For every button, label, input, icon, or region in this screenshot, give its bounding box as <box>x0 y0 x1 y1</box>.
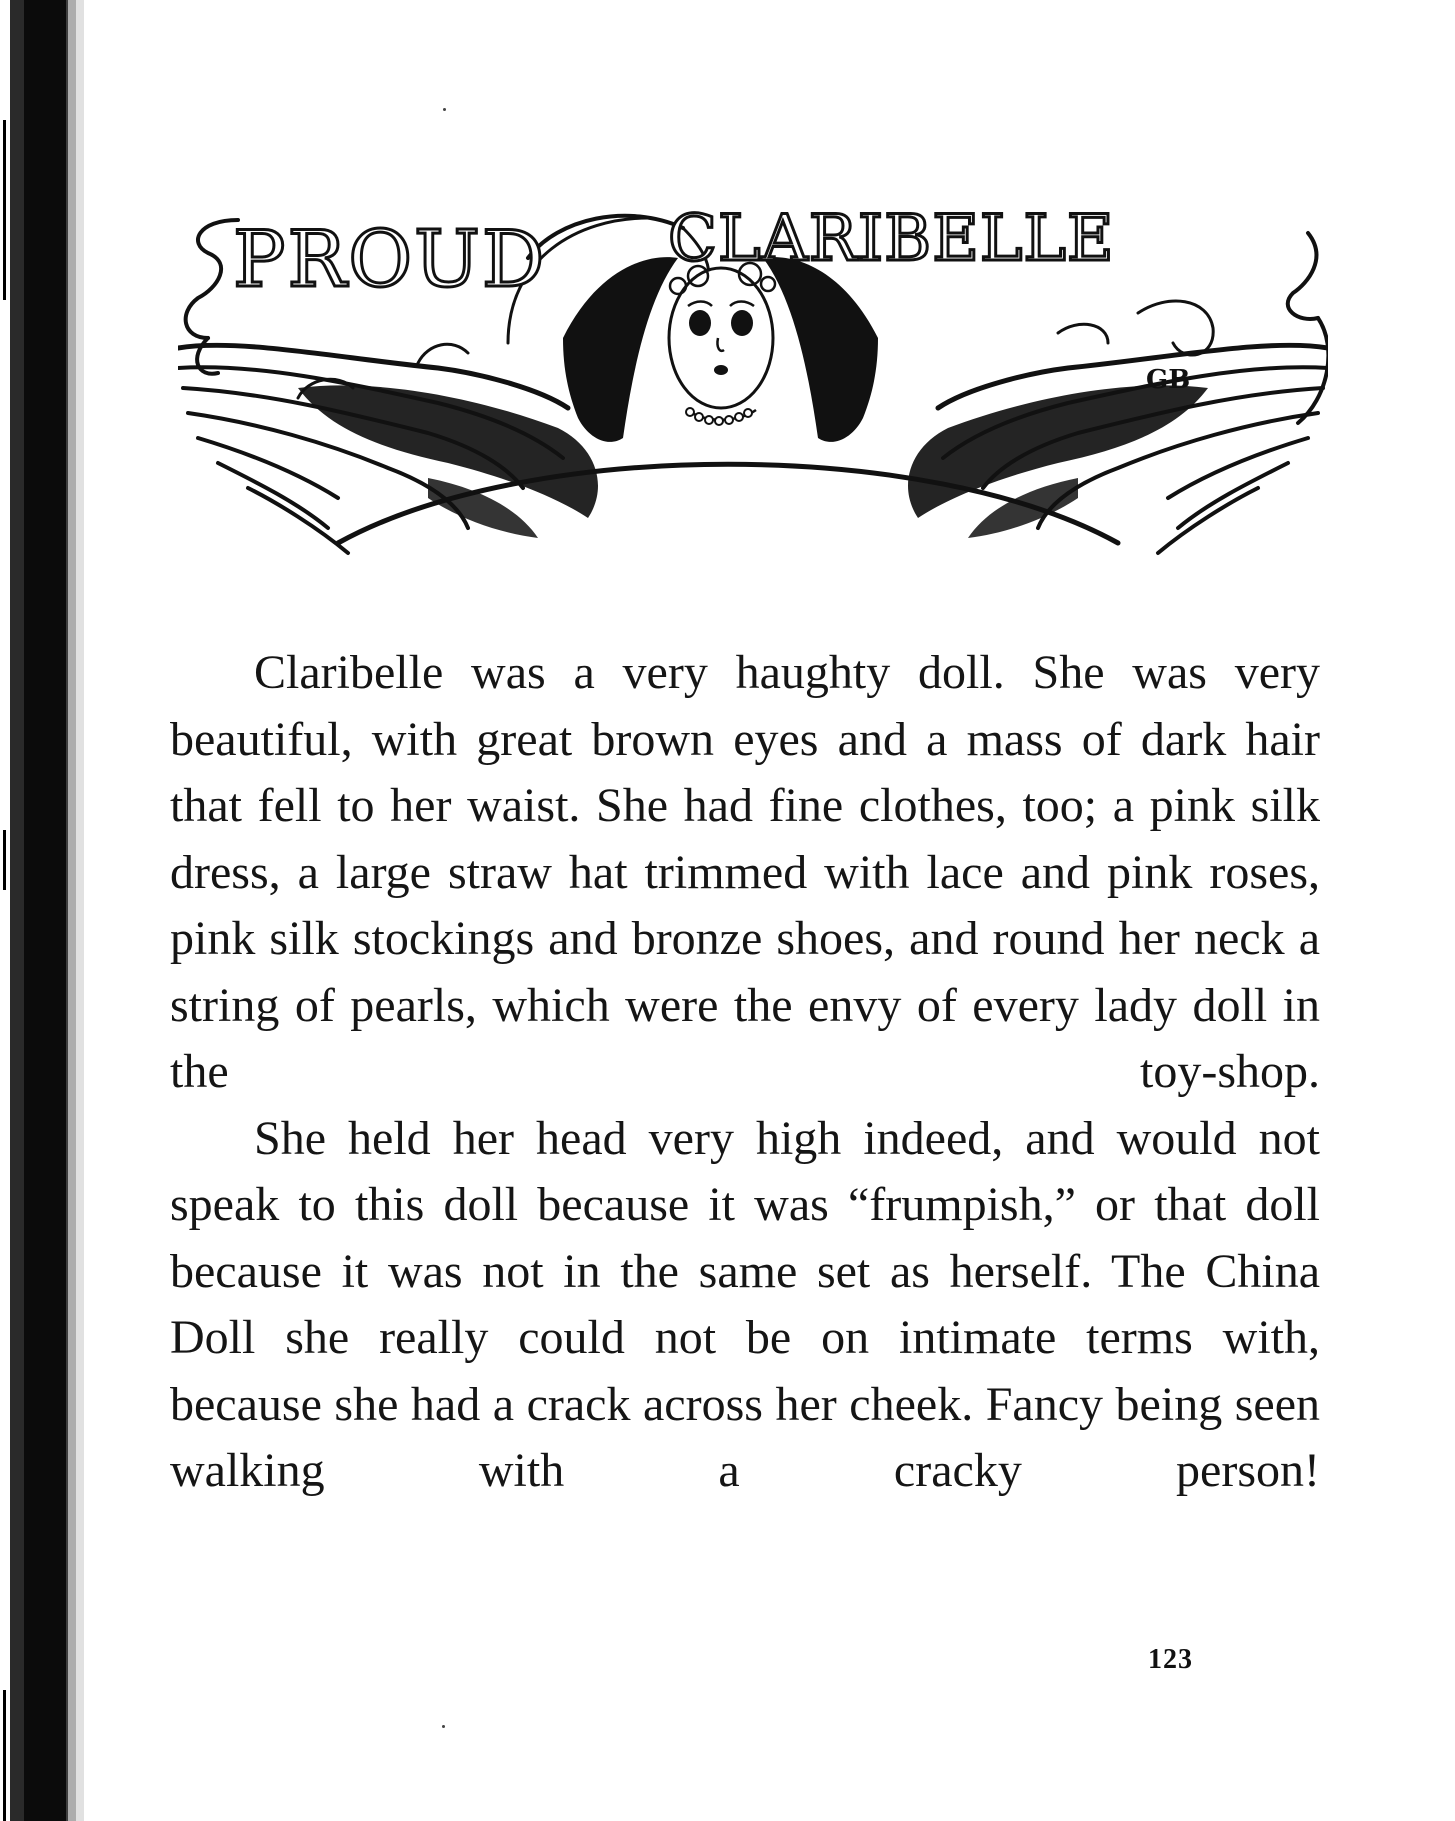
scan-speck <box>443 108 446 111</box>
artist-monogram: GB <box>1146 365 1191 395</box>
scan-speck <box>442 1725 445 1728</box>
title-word-proud: PROUD <box>233 215 547 305</box>
title-word-claribelle: CLARIBELLE <box>668 202 1115 276</box>
page-number: 123 <box>1148 1644 1193 1675</box>
title-headpiece-illustration <box>178 198 1328 578</box>
paragraph-1: Claribelle was a very haughty doll. She was very beautiful, with great brown eyes and a mass of dark hair that fell to her waist. She had fine clothes, too; a pink silk dress, a large straw hat trimmed with lace and pink roses, pink silk stockings and bronze shoes, and round her neck a string of pearls, which were the envy of every lady doll in the toy-shop. <box>170 646 1320 1098</box>
story-text <box>170 640 1320 1505</box>
paragraph-2: She held her head very high indeed, and would not speak to this doll because it was “frumpish,” or that doll because it was not in the same set as herself. The China Doll she really could not be on intimate terms with, because she had a crack across her cheek. Fancy being seen walking with a cracky person! <box>170 1111 1320 1497</box>
book-spine-shadow <box>0 0 95 1821</box>
